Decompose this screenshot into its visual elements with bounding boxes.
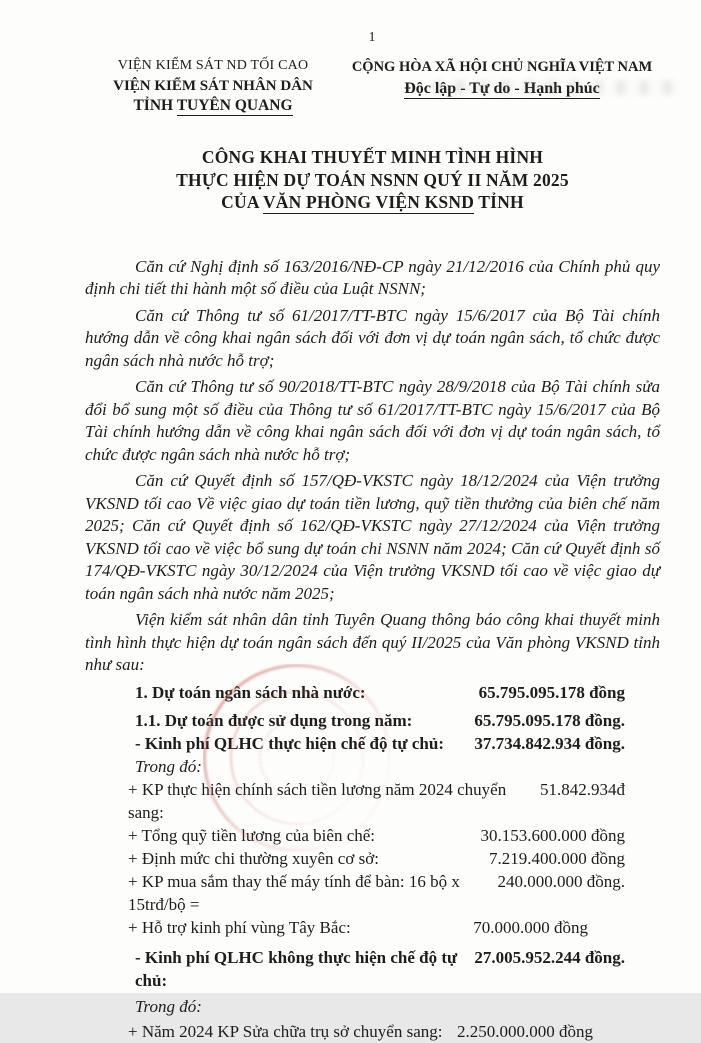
title-line-2: THỰC HIỆN DỰ TOÁN NSNN QUÝ II NĂM 2025	[176, 169, 569, 190]
budget-row-total	[128, 681, 625, 704]
budget-figures-section	[85, 681, 660, 1043]
row-value: 70.000.000 đồng	[473, 917, 588, 937]
budget-row-northwest-support	[128, 916, 625, 939]
row-value: 51.842.934đ	[540, 779, 625, 799]
legal-basis-paragraph-2: Căn cứ Thông tư số 61/2017/TT-BTC ngày 15/6/2017 của Bộ Tài chính hướng dẫn về công khai ngân sách đối với đơn vị dự toán ngân sách, tổ chức được ngân sách nhà nước hỗ trợ;	[85, 305, 660, 370]
row-value: 240.000.000 đồng.	[497, 871, 625, 891]
title-line-3	[85, 191, 660, 214]
budget-row-salary-policy-carryover	[128, 778, 625, 824]
row-label: + Tổng quỹ tiền lương của biên chế:	[128, 825, 376, 845]
row-label: - Kinh phí QLHC thực hiện chế độ tự chủ:	[135, 733, 444, 753]
page-number: 1	[368, 30, 377, 45]
row-value: 30.153.600.000 đồng	[480, 825, 625, 845]
row-value: 65.795.095.178 đồng	[478, 682, 625, 702]
row-label: + KP thực hiện chính sách tiền lương năm 2024 chuyển sang:	[128, 779, 507, 822]
document-header	[85, 56, 660, 116]
national-motto	[346, 78, 658, 100]
province-name-underlined: TUYÊN QUANG	[176, 97, 293, 114]
legal-basis-paragraph-1: Căn cứ Nghị định số 163/2016/NĐ-CP ngày 21/12/2016 của Chính phủ quy định chi tiết thi hành một số điều của Luật NSNN;	[85, 256, 660, 298]
budget-row-computer-purchase	[128, 870, 625, 916]
title-line-3-underlined: VĂN PHÒNG VIỆN KSND	[262, 192, 475, 212]
row-value: 37.734.842.934 đồng.	[474, 733, 625, 753]
including-label: Trong đó:	[135, 996, 202, 1016]
row-label: + KP mua sắm thay thế máy tính để bàn: 16 bộ x 15trđ/bộ =	[128, 871, 460, 914]
row-label: + Hỗ trợ kinh phí vùng Tây Bắc:	[128, 917, 351, 937]
row-value: 2.250.000.000 đồng	[457, 1021, 593, 1041]
agency-name: VIỆN KIỂM SÁT NHÂN DÂN	[113, 78, 313, 94]
budget-row-autonomous-funds	[128, 732, 625, 755]
national-title: CỘNG HÒA XÃ HỘI CHỦ NGHĨA VIỆT NAM	[351, 59, 653, 75]
announcement-paragraph: Viện kiểm sát nhân dân tỉnh Tuyên Quang thông báo công khai thuyết minh tình hình thực hiện dự toán ngân sách đến quý II/2025 của Văn phòng VKSND tỉnh như sau:	[85, 610, 660, 674]
budget-row-regular-spending-norm	[128, 847, 625, 870]
legal-basis-section	[85, 256, 660, 677]
row-label: 1. Dự toán ngân sách nhà nước:	[135, 682, 366, 702]
title-line-3-suffix: TỈNH	[474, 192, 524, 212]
budget-row-non-autonomous-funds	[128, 946, 625, 992]
document-title	[85, 146, 660, 214]
including-label: Trong đó:	[135, 756, 202, 776]
budget-row-salary-fund	[128, 824, 625, 847]
row-label: 1.1. Dự toán được sử dụng trong năm:	[135, 710, 413, 730]
row-label: + Định mức chi thường xuyên cơ sở:	[128, 848, 379, 868]
row-value: 7.219.400.000 đồng	[489, 848, 625, 868]
legal-basis-paragraph-4: Căn cứ Quyết định số 157/QĐ-VKSTC ngày 18/12/2024 của Viện trưởng VKSND tối cao Về việc giao dự toán tiền lương, quỹ tiền thưởng của biên chế năm 2025; Căn cứ Quyết định số 162/QĐ-VKSTC ngày 27/12/2024 của Viện trưởng VKSND tối cao về việc bổ sung dự toán chi NSNN năm 2024; Căn cứ Quyết định số 174/QĐ-VKSTC ngày 30/12/2024 của Viện trưởng VKSND tối cao về việc giao dự toán ngân sách nhà nước năm 2025;	[85, 471, 660, 603]
agency-province	[85, 96, 341, 116]
row-value: 65.795.095.178 đồng.	[474, 710, 625, 730]
budget-row-office-repair-carryover	[128, 1020, 625, 1043]
title-line-1: CÔNG KHAI THUYẾT MINH TÌNH HÌNH	[201, 147, 544, 167]
row-label: + Năm 2024 KP Sửa chữa trụ sở chuyển sang:	[128, 1021, 443, 1041]
row-label: - Kinh phí QLHC không thực hiện chế độ tự chủ:	[135, 947, 458, 990]
parent-agency-name: VIỆN KIỂM SÁT ND TỐI CAO	[117, 58, 309, 73]
national-motto-block	[346, 56, 658, 100]
province-prefix: TỈNH	[133, 97, 177, 114]
budget-row-used-in-year	[128, 709, 625, 732]
issuing-agency-block	[85, 56, 341, 116]
title-line-3-prefix: CỦA	[221, 192, 263, 212]
legal-basis-paragraph-3: Căn cứ Thông tư số 90/2018/TT-BTC ngày 28/9/2018 của Bộ Tài chính sửa đổi bổ sung một số điều của Thông tư số 61/2017/TT-BTC ngày 15/6/2017 của Bộ Tài chính hướng dẫn về công khai ngân sách đối với đơn vị dự toán ngân sách, tổ chức được ngân sách nhà nước hỗ trợ;	[85, 377, 660, 464]
national-motto-text: Độc lập - Tự do - Hạnh phúc	[404, 80, 600, 97]
row-value: 27.005.952.244 đồng.	[474, 947, 625, 967]
